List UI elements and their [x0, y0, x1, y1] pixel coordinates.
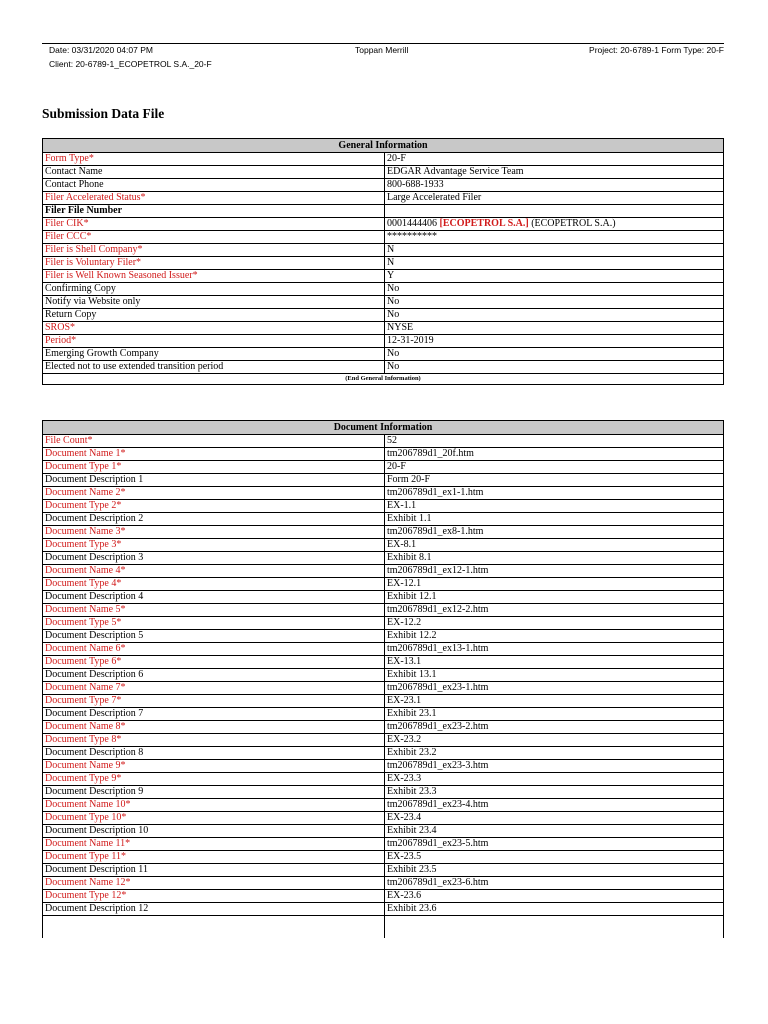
row-value: Exhibit 23.6 [385, 903, 724, 916]
row-label: Document Type 1* [43, 461, 385, 474]
row-label: Document Description 11 [43, 864, 385, 877]
row-label: Document Description 2 [43, 513, 385, 526]
row-value: 20-F [385, 153, 724, 166]
table-row [43, 283, 723, 296]
header-client: Client: 20-6789-1_ECOPETROL S.A._20-F [49, 59, 212, 69]
row-label: Document Name 8* [43, 721, 385, 734]
row-label: Document Name 12* [43, 877, 385, 890]
table-row [43, 864, 723, 877]
table-row [43, 903, 723, 916]
row-value: tm206789d1_ex1-1.htm [385, 487, 724, 500]
table-row [43, 461, 723, 474]
row-label: Document Description 9 [43, 786, 385, 799]
table-row [43, 565, 723, 578]
row-label: File Count* [43, 435, 385, 448]
table-row [43, 916, 723, 939]
row-value: No [385, 309, 724, 322]
row-value: EX-23.5 [385, 851, 724, 864]
row-value [385, 916, 724, 939]
row-label: Form Type* [43, 153, 385, 166]
row-label: Document Type 7* [43, 695, 385, 708]
row-value: ********** [385, 231, 724, 244]
row-label: Document Description 10 [43, 825, 385, 838]
row-value: tm206789d1_ex12-1.htm [385, 565, 724, 578]
row-value: 52 [385, 435, 724, 448]
table-row [43, 643, 723, 656]
table-row [43, 552, 723, 565]
table-row [43, 179, 723, 192]
table-row [43, 708, 723, 721]
cik-company-name-paren: (ECOPETROL S.A.) [531, 218, 616, 229]
table-row [43, 270, 723, 283]
row-value: Form 20-F [385, 474, 724, 487]
row-label: Filer Accelerated Status* [43, 192, 385, 205]
table-row [43, 513, 723, 526]
row-value: EX-23.2 [385, 734, 724, 747]
row-value: EDGAR Advantage Service Team [385, 166, 724, 179]
row-value: Exhibit 12.2 [385, 630, 724, 643]
row-value: EX-13.1 [385, 656, 724, 669]
row-value: Exhibit 23.5 [385, 864, 724, 877]
row-value: Exhibit 23.3 [385, 786, 724, 799]
row-value: Exhibit 23.4 [385, 825, 724, 838]
row-label: Document Name 10* [43, 799, 385, 812]
row-label: Document Type 3* [43, 539, 385, 552]
row-value: EX-8.1 [385, 539, 724, 552]
row-value: EX-23.4 [385, 812, 724, 825]
table-row [43, 166, 723, 179]
table-row [43, 773, 723, 786]
row-value: tm206789d1_ex23-6.htm [385, 877, 724, 890]
table-row [43, 669, 723, 682]
row-label: Return Copy [43, 309, 385, 322]
row-label: Document Name 4* [43, 565, 385, 578]
row-label: Document Description 5 [43, 630, 385, 643]
row-value: EX-1.1 [385, 500, 724, 513]
row-label: Document Description 8 [43, 747, 385, 760]
row-label: Document Name 7* [43, 682, 385, 695]
row-label: Document Description 7 [43, 708, 385, 721]
row-value: Exhibit 1.1 [385, 513, 724, 526]
table-row [43, 604, 723, 617]
table-row [43, 877, 723, 890]
row-value: No [385, 283, 724, 296]
row-value: EX-12.2 [385, 617, 724, 630]
row-label: Document Description 3 [43, 552, 385, 565]
general-information-table [43, 153, 723, 374]
row-value: tm206789d1_ex12-2.htm [385, 604, 724, 617]
table-row [43, 721, 723, 734]
row-value: 800-688-1933 [385, 179, 724, 192]
row-value: No [385, 348, 724, 361]
row-value: tm206789d1_20f.htm [385, 448, 724, 461]
row-label: Filer is Voluntary Filer* [43, 257, 385, 270]
row-label: Filer File Number [43, 205, 385, 218]
row-label: Document Name 6* [43, 643, 385, 656]
row-value: EX-23.1 [385, 695, 724, 708]
row-label: Document Description 4 [43, 591, 385, 604]
row-label: Period* [43, 335, 385, 348]
row-value: Exhibit 13.1 [385, 669, 724, 682]
row-value [385, 205, 724, 218]
table-row [43, 296, 723, 309]
table-row [43, 539, 723, 552]
row-label: Filer CCC* [43, 231, 385, 244]
table-row [43, 890, 723, 903]
header-printer: Toppan Merrill [355, 45, 409, 55]
row-value: tm206789d1_ex23-5.htm [385, 838, 724, 851]
row-value: Large Accelerated Filer [385, 192, 724, 205]
row-label: Document Name 11* [43, 838, 385, 851]
row-value: Y [385, 270, 724, 283]
row-label: Document Name 2* [43, 487, 385, 500]
row-label: Document Name 9* [43, 760, 385, 773]
row-label: Filer is Shell Company* [43, 244, 385, 257]
row-label: Document Description 12 [43, 903, 385, 916]
row-value: Exhibit 8.1 [385, 552, 724, 565]
row-label: Confirming Copy [43, 283, 385, 296]
table-row [43, 695, 723, 708]
filer-cik-value [385, 218, 724, 231]
header-date: Date: 03/31/2020 04:07 PM [49, 45, 153, 55]
table-row [43, 734, 723, 747]
row-label: Document Type 9* [43, 773, 385, 786]
table-row [43, 799, 723, 812]
row-label: Document Type 6* [43, 656, 385, 669]
row-label: Filer is Well Known Seasoned Issuer* [43, 270, 385, 283]
row-value: tm206789d1_ex23-4.htm [385, 799, 724, 812]
document-information-table [43, 435, 723, 938]
page-title: Submission Data File [42, 106, 165, 121]
row-label: Document Type 5* [43, 617, 385, 630]
row-value: N [385, 244, 724, 257]
header-project: Project: 20-6789-1 Form Type: 20-F [589, 45, 724, 55]
table-row [43, 656, 723, 669]
row-value: tm206789d1_ex8-1.htm [385, 526, 724, 539]
row-label: SROS* [43, 322, 385, 335]
table-row [43, 526, 723, 539]
row-label: Contact Phone [43, 179, 385, 192]
row-value: Exhibit 23.2 [385, 747, 724, 760]
table-row [43, 231, 723, 244]
table-row [43, 448, 723, 461]
table-row [43, 335, 723, 348]
row-label: Document Type 4* [43, 578, 385, 591]
row-value: tm206789d1_ex23-2.htm [385, 721, 724, 734]
row-label: Document Type 2* [43, 500, 385, 513]
general-information-title: General Information [43, 139, 723, 153]
table-row [43, 747, 723, 760]
general-information-section [42, 138, 724, 385]
table-row [43, 825, 723, 838]
row-label: Document Description 6 [43, 669, 385, 682]
row-label: Notify via Website only [43, 296, 385, 309]
row-value: Exhibit 12.1 [385, 591, 724, 604]
table-row [43, 153, 723, 166]
cik-number: 0001444406 [387, 218, 437, 229]
row-label: Document Type 11* [43, 851, 385, 864]
row-label: Document Name 5* [43, 604, 385, 617]
table-row [43, 322, 723, 335]
row-label: Document Description 1 [43, 474, 385, 487]
table-row [43, 192, 723, 205]
row-value: tm206789d1_ex13-1.htm [385, 643, 724, 656]
row-label: Elected not to use extended transition period [43, 361, 385, 374]
row-label: Emerging Growth Company [43, 348, 385, 361]
table-row [43, 435, 723, 448]
table-row [43, 591, 723, 604]
table-row [43, 838, 723, 851]
row-value: tm206789d1_ex23-3.htm [385, 760, 724, 773]
table-row [43, 361, 723, 374]
table-row [43, 760, 723, 773]
row-label: Document Name 1* [43, 448, 385, 461]
row-label [43, 916, 385, 939]
page-header [42, 43, 724, 72]
row-value: No [385, 296, 724, 309]
row-value: EX-12.1 [385, 578, 724, 591]
row-label: Contact Name [43, 166, 385, 179]
row-label: Document Type 10* [43, 812, 385, 825]
table-row [43, 812, 723, 825]
table-row [43, 851, 723, 864]
table-row [43, 218, 723, 231]
table-row [43, 474, 723, 487]
table-row [43, 487, 723, 500]
row-value: 20-F [385, 461, 724, 474]
document-information-section [42, 420, 724, 938]
row-value: 12-31-2019 [385, 335, 724, 348]
table-row [43, 500, 723, 513]
table-row [43, 786, 723, 799]
table-row [43, 309, 723, 322]
document-information-title: Document Information [43, 421, 723, 435]
row-label: Document Type 8* [43, 734, 385, 747]
table-row [43, 244, 723, 257]
table-row [43, 578, 723, 591]
row-value: Exhibit 23.1 [385, 708, 724, 721]
row-value: EX-23.3 [385, 773, 724, 786]
row-value: NYSE [385, 322, 724, 335]
table-row [43, 348, 723, 361]
row-value: tm206789d1_ex23-1.htm [385, 682, 724, 695]
table-row [43, 682, 723, 695]
row-value: EX-23.6 [385, 890, 724, 903]
table-row [43, 257, 723, 270]
table-row [43, 630, 723, 643]
row-label: Filer CIK* [43, 218, 385, 231]
row-value: No [385, 361, 724, 374]
table-row [43, 205, 723, 218]
table-row [43, 617, 723, 630]
row-label: Document Type 12* [43, 890, 385, 903]
row-label: Document Name 3* [43, 526, 385, 539]
general-information-end-note: (End General Information) [345, 375, 421, 382]
cik-company-name: [ECOPETROL S.A.] [439, 218, 529, 229]
row-value: N [385, 257, 724, 270]
